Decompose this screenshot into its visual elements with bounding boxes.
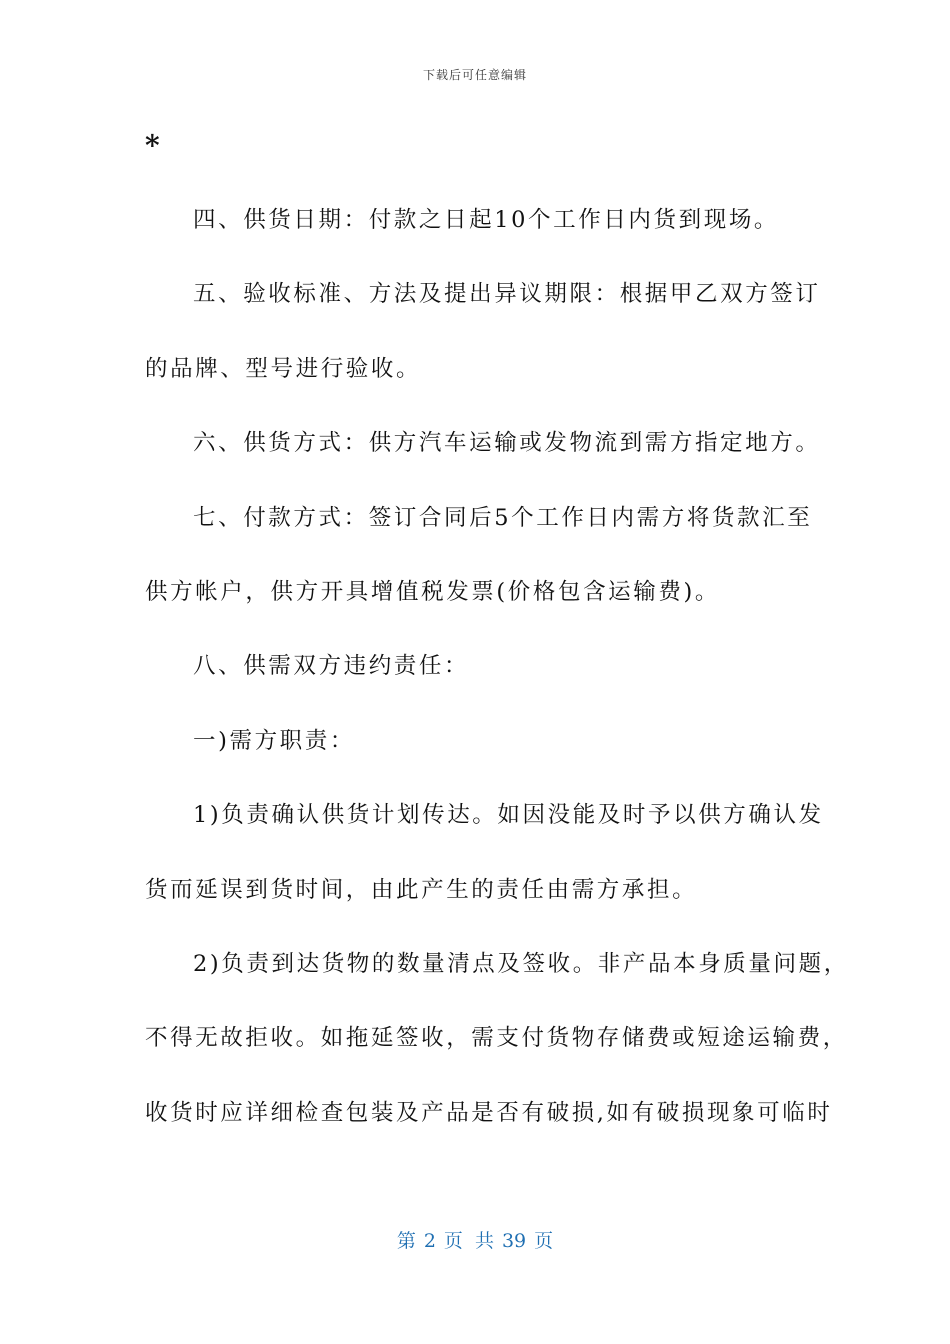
footer-middle: 页 共 [443,1230,494,1252]
body-line: 2)负责到达货物的数量清点及签收。非产品本身质量问题， [193,950,849,977]
document-body [145,183,849,1150]
section-marker: * [145,129,160,162]
body-line: 七、付款方式：签订合同后5个工作日内需方将货款汇至 [193,504,813,531]
body-line: 八、供需双方违约责任： [193,653,470,680]
body-line: 货而延误到货时间，由此产生的责任由需方承担。 [145,876,698,903]
body-line: 供方帐户，供方开具增值税发票(价格包含运输费)。 [145,578,720,605]
body-line: 一)需方职责： [193,727,355,754]
body-line: 六、供货方式：供方汽车运输或发物流到需方指定地方。 [193,430,821,457]
body-line: 四、供货日期：付款之日起10个工作日内货到现场。 [193,207,780,233]
footer-prefix: 第 [396,1230,416,1252]
page-number-footer [0,1226,950,1253]
body-line: 的品牌、型号进行验收。 [145,355,422,382]
current-page-number: 2 [423,1230,436,1252]
footer-suffix: 页 [534,1230,554,1252]
total-pages-number: 39 [501,1230,527,1252]
page-header-note: 下载后可任意编辑 [422,68,527,82]
body-line: 1)负责确认供货计划传达。如因没能及时予以供方确认发 [193,802,824,829]
body-line: 收货时应详细检查包装及产品是否有破损,如有破损现象可临时 [145,1099,833,1126]
body-line: 五、验收标准、方法及提出异议期限：根据甲乙双方签订 [193,281,821,308]
body-line: 不得无故拒收。如拖延签收，需支付货物存储费或短途运输费， [145,1025,848,1052]
